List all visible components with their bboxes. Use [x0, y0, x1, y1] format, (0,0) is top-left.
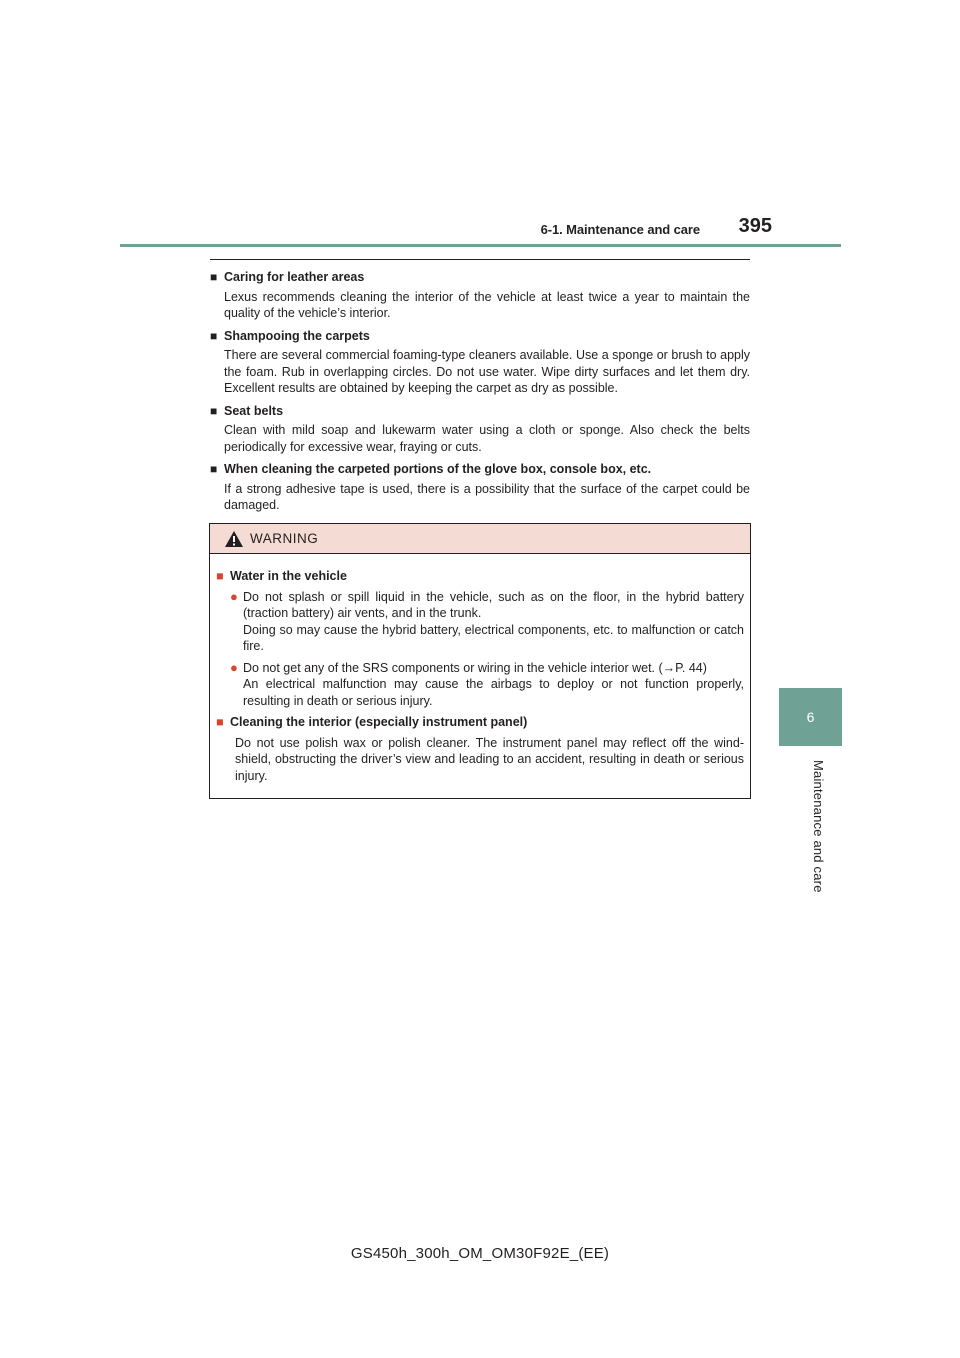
- warning-bullet: [216, 589, 744, 655]
- content-area: [210, 269, 750, 520]
- section-leather: [210, 269, 750, 322]
- square-bullet-icon: ■: [210, 270, 218, 284]
- content-top-rule: [210, 259, 750, 260]
- square-bullet-icon: ■: [210, 403, 218, 418]
- bullet-text: Do not splash or spill liquid in the vehicle, such as on the floor, in the hybrid battery (traction battery) air vents, and in the trunk.: [243, 589, 744, 620]
- section-body: If a strong adhesive tape is used, there is a possibility that the surface of the carpet could be damaged.: [224, 481, 750, 512]
- square-bullet-icon: ■: [210, 328, 218, 343]
- warning-bullet: [216, 660, 744, 710]
- footer-model-code: GS450h_300h_OM_OM30F92E_(EE): [350, 1245, 610, 1262]
- section-title: When cleaning the carpeted portions of the glove box, console box, etc.: [224, 462, 652, 476]
- section-title: Shampooing the carpets: [224, 328, 370, 343]
- chapter-label: Maintenance and care: [811, 760, 826, 893]
- warning-box: [209, 523, 751, 799]
- section-carpets: [210, 328, 750, 397]
- bullet-text: Doing so may cause the hybrid battery, electrical components, etc. to malfunction or catch fire.: [243, 622, 744, 653]
- square-bullet-icon: ■: [216, 715, 224, 729]
- header-rule: [120, 244, 841, 247]
- section-glove-box: [210, 461, 750, 514]
- warning-section-body: Do not use polish wax or polish cleaner. The instrument panel may reflect off the wind-shield, obstructing the driver’s view and leading to an accident, resulting in death or serious injury.: [235, 735, 744, 783]
- section-body: Clean with mild soap and lukewarm water using a cloth or sponge. Also check the belts periodically for excessive wear, fraying or cuts.: [224, 423, 750, 454]
- section-title: Caring for leather areas: [224, 270, 365, 284]
- square-bullet-icon: ■: [210, 462, 218, 476]
- circle-bullet-icon: ●: [230, 588, 238, 604]
- section-title: Seat belts: [224, 403, 284, 418]
- warning-section-title: Cleaning the interior (especially instrument panel): [230, 715, 528, 729]
- warning-header: [210, 524, 750, 554]
- section-body: There are several commercial foaming-type cleaners available. Use a sponge or brush to apply the foam. Rub in overlapping circles. Do not use water. Wipe dirty surfaces and let them dry. Excellent results are obtained by keeping the carpet as dry as possible.: [224, 348, 750, 395]
- warning-triangle-icon: [224, 530, 244, 548]
- bullet-text: Do not get any of the SRS components or wiring in the vehicle interior wet. (→P. 44): [243, 660, 707, 675]
- circle-bullet-icon: ●: [230, 659, 238, 675]
- warning-section-title: Water in the vehicle: [230, 569, 347, 583]
- section-body: Lexus recommends cleaning the interior of the vehicle at least twice a year to maintain the quality of the vehicle’s interior.: [224, 289, 750, 320]
- section-seat-belts: [210, 403, 750, 456]
- warning-content: [210, 554, 750, 784]
- section-header-title: 6-1. Maintenance and care: [540, 222, 700, 237]
- chapter-number-tab: 6: [779, 688, 842, 746]
- square-bullet-icon: ■: [216, 569, 224, 583]
- warning-title: WARNING: [250, 531, 319, 546]
- bullet-text: An electrical malfunction may cause the airbags to deploy or not function properly, resulting in death or serious injury.: [243, 677, 744, 708]
- page-number: 395: [738, 215, 772, 237]
